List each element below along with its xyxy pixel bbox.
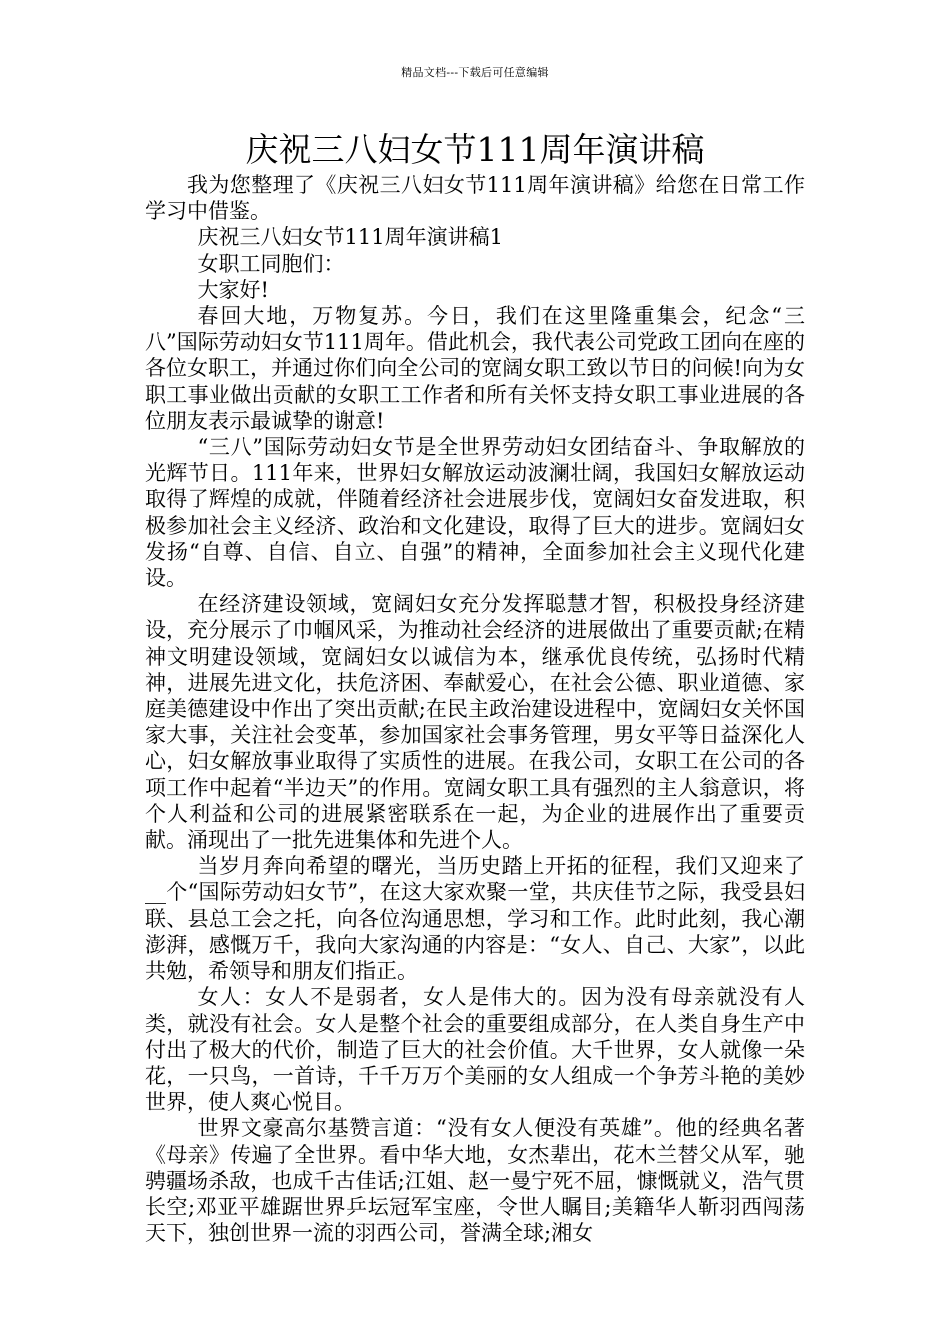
- paragraph-2: “三八”国际劳动妇女节是全世界劳动妇女团结奋斗、争取解放的光辉节日。111年来，世界妇女解放运动波澜壮阔，我国妇女解放运动取得了辉煌的成就，伴随着经济社会进展步伐，宽阔妇女奋发进取，积极参加社会主义经济、政治和文化建设，取得了巨大的进步。宽阔妇女发扬“自尊、自信、自立、自强”的精神，全面参加社会主义现代化建设。: [145, 435, 805, 591]
- paragraph-3: 在经济建设领域，宽阔妇女充分发挥聪慧才智，积极投身经济建设，充分展示了巾帼风采，为推动社会经济的进展做出了重要贡献;在精神文明建设领域，宽阔妇女以诚信为本，继承优良传统，弘扬时代精神，进展先进文化，扶危济困、奉献爱心，在社会公德、职业道德、家庭美德建设中作出了突出贡献;在民主政治建设进程中，宽阔妇女关怀国家大事，关注社会变革，参加国家社会事务管理，男女平等日益深化人心，妇女解放事业取得了实质性的进展。在我公司，女职工在公司的各项工作中起着“半边天”的作用。宽阔女职工具有强烈的主人翁意识，将个人利益和公司的进展紧密联系在一起，为企业的进展作出了重要贡献。涌现出了一批先进集体和先进个人。: [145, 592, 805, 853]
- intro-paragraph: 我为您整理了《庆祝三八妇女节111周年演讲稿》给您在日常工作学习中借鉴。: [145, 173, 805, 224]
- document-title: 庆祝三八妇女节111周年演讲稿: [245, 130, 705, 169]
- document-body: [145, 172, 805, 1246]
- paragraph-5: 女人：女人不是弱者，女人是伟大的。因为没有母亲就没有人类，就没有社会。女人是整个社会的重要组成部分，在人类自身生产中付出了极大的代价，制造了巨大的社会价值。大千世界，女人就像一朵花，一只鸟，一首诗，千千万万个美丽的女人组成一个争芳斗艳的美妙世界，使人爽心悦目。: [145, 985, 805, 1115]
- paragraph-4: 当岁月奔向希望的曙光，当历史踏上开拓的征程，我们又迎来了__个“国际劳动妇女节”，在这大家欢聚一堂，共庆佳节之际，我受县妇联、县总工会之托，向各位沟通思想，学习和工作。此时此刻，我心潮澎湃，感慨万千，我向大家沟通的内容是：“女人、自己、大家”，以此共勉，希领导和朋友们指正。: [145, 854, 805, 984]
- greeting: 大家好!: [197, 277, 269, 302]
- paragraph-1: 春回大地，万物复苏。今日，我们在这里隆重集会，纪念“三八”国际劳动妇女节111周年。借此机会，我代表公司党政工团向在座的各位女职工，并通过你们向全公司的宽阔女职工致以节日的问候!向为女职工事业做出贡献的女职工工作者和所有关怀支持女职工事业进展的各位朋友表示最诚挚的谢意!: [145, 304, 805, 433]
- salutation: 女职工同胞们：: [197, 251, 345, 276]
- speech-subtitle: 庆祝三八妇女节111周年演讲稿1: [197, 225, 503, 250]
- paragraph-6: 世界文豪高尔基赞言道：“没有女人便没有英雄”。他的经典名著《母亲》传遍了全世界。看中华大地，女杰辈出，花木兰替父从军，驰骋疆场杀敌，也成千古佳话;江姐、赵一曼宁死不屈，慷慨就义，浩气贯长空;邓亚平雄踞世界乒坛冠军宝座，令世人瞩目;美籍华人靳羽西闯荡天下，独创世界一流的羽西公司，誉满全球;湘女: [145, 1116, 805, 1246]
- page-header-note: 精品文档---下载后可任意编辑: [401, 66, 549, 79]
